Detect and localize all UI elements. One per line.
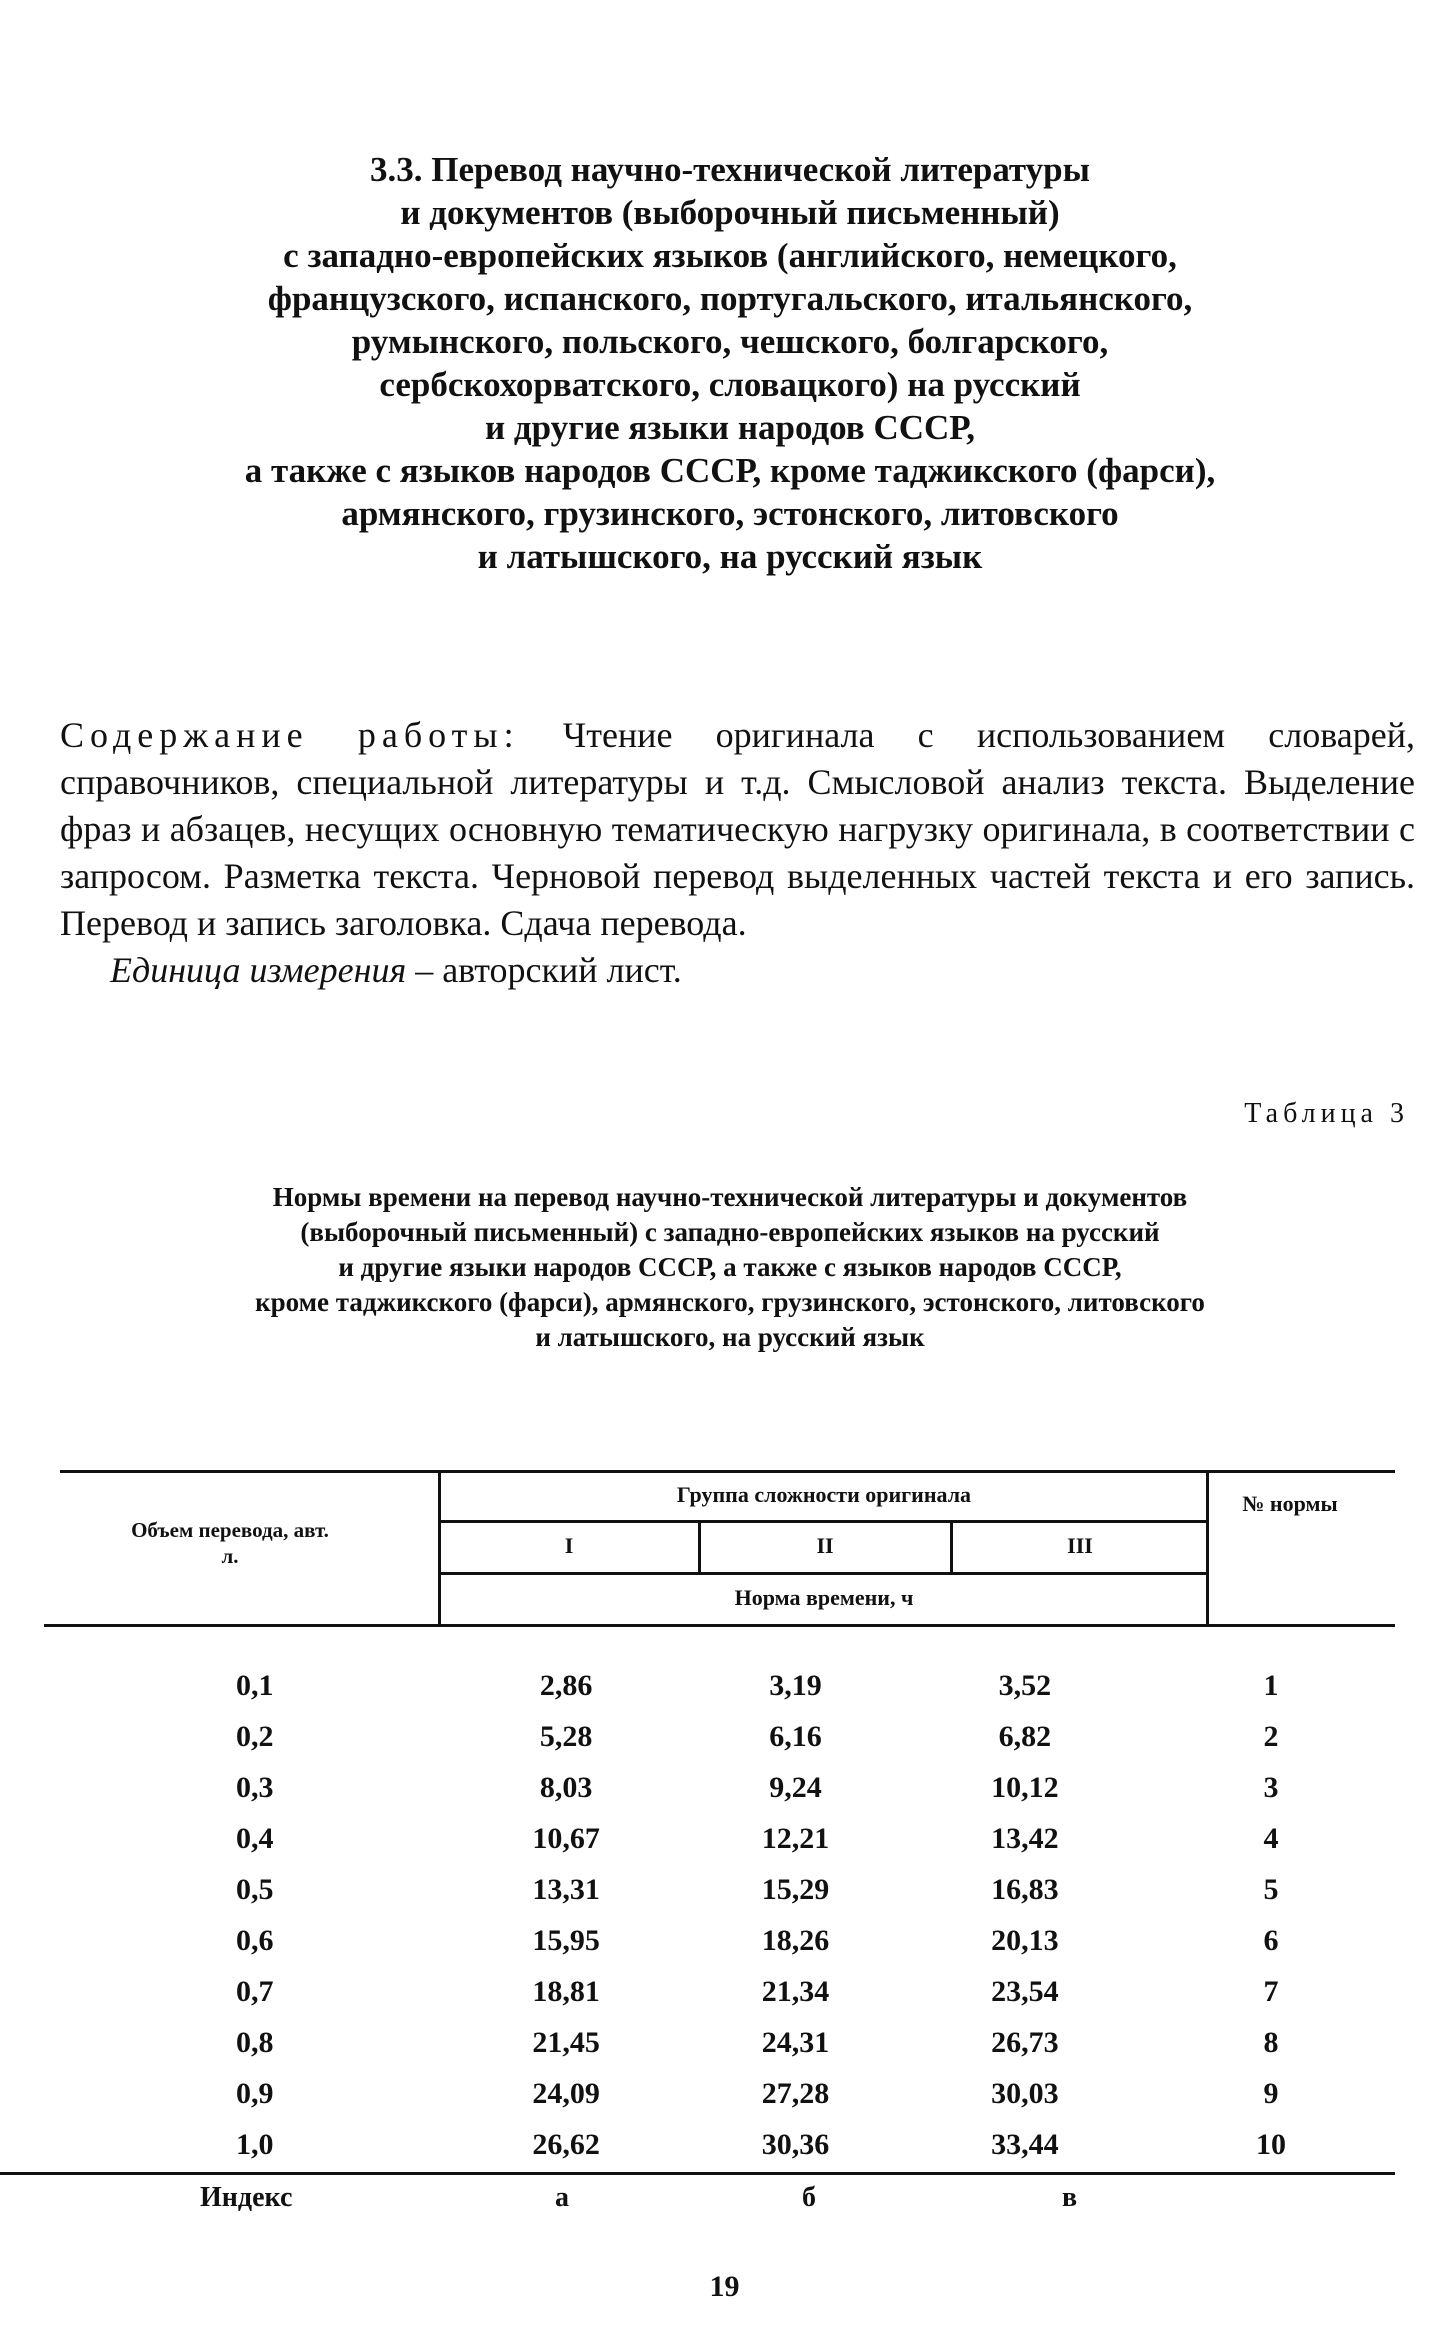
group-iii-cell: 10,12 [991,1770,1059,1804]
volume-cell: 0,6 [236,1923,274,1957]
title-line: сербскохорватского, словацкого) на русский [379,365,1081,404]
caption-line: кроме таджикского (фарси), армянского, грузинского, эстонского, литовского [255,1287,1205,1317]
table-row [60,2068,1400,2119]
table-label: Таблица 3 [1244,1098,1409,1129]
caption-line: Нормы времени на перевод научно-технической литературы и документов [272,1182,1188,1212]
header-volume: Объем перевода, авт. л. [131,1518,329,1568]
volume-cell: 0,5 [236,1872,274,1906]
work-content-text: Чтение оригинала с использованием словарей, справочников, специальной литературы и т.д. Смысловой анализ текста. Выделение фраз и абзацев, несущих основную тематическую нагрузку оригинала, в соответствии с запросом. Разметка текста. Черновой перевод выделенных частей текста и его запись. Перевод и запись заголовка. Сдача перевода. [60,715,1415,943]
norm-number-cell: 5 [1263,1872,1279,1906]
norm-number-cell: 4 [1263,1821,1279,1855]
unit-value: – авторский лист. [415,950,682,990]
group-iii-cell: 33,44 [991,2127,1059,2161]
norm-number-cell: 7 [1263,1974,1279,2008]
table-row [60,2017,1400,2068]
norm-number-cell: 1 [1263,1668,1279,1702]
group-ii-cell: 9,24 [769,1770,822,1804]
unit-line [60,947,1415,994]
caption-line: и другие языки народов СССР, а также с языков народов СССР, [338,1252,1122,1282]
header-group: Группа сложности оригинала [676,1482,972,1507]
table-row [60,1711,1400,1762]
norm-number-cell: 6 [1263,1923,1279,1957]
volume-cell: 0,8 [236,2025,274,2059]
table-row [60,1660,1400,1711]
group-iii-cell: 13,42 [991,1821,1059,1855]
page-number: 19 [709,2270,740,2303]
caption-line: (выборочный письменный) с западно-европейских языков на русский [300,1217,1160,1247]
group-ii-cell: 12,21 [761,1821,830,1855]
group-i-cell: 5,28 [539,1719,593,1753]
group-ii-cell: 21,34 [761,1974,830,2008]
table-caption [140,1180,1320,1355]
group-i-cell: 18,81 [532,1974,600,2008]
group-i-cell: 8,03 [539,1770,593,1804]
group-ii-cell: 3,19 [769,1668,822,1702]
header-group-iii: III [1067,1533,1093,1558]
header-norm-number: № нормы [1242,1491,1338,1516]
table-bottom-rule [0,2172,1395,2175]
group-i-cell: 26,62 [532,2127,600,2161]
title-line: с западно-европейских языков (английского, немецкого, [283,236,1177,275]
title-line: армянского, грузинского, эстонского, литовского [341,494,1119,533]
title-line: а также с языков народов СССР, кроме таджикского (фарси), [244,451,1216,490]
group-ii-cell: 15,29 [761,1872,830,1906]
title-line: и другие языки народов СССР, [484,408,976,447]
volume-cell: 1,0 [236,2127,274,2161]
group-i-cell: 10,67 [532,1821,600,1855]
group-i-cell: 2,86 [539,1668,593,1702]
group-iii-cell: 3,52 [998,1668,1052,1702]
volume-cell: 0,7 [236,1974,274,2008]
title-line: французского, испанского, португальского, итальянского, [267,279,1193,318]
group-ii-cell: 24,31 [761,2025,830,2059]
group-iii-cell: 30,03 [991,2076,1059,2110]
group-ii-cell: 18,26 [761,1923,830,1957]
volume-cell: 0,2 [236,1719,274,1753]
group-i-cell: 13,31 [532,1872,600,1906]
work-content-label: Содержание работы: [60,715,520,755]
group-iii-cell: 23,54 [991,1974,1059,2008]
index-label: Индекс [200,2182,293,2213]
section-title [150,148,1310,578]
table-row [60,1864,1400,1915]
norm-number-cell: 8 [1263,2025,1279,2059]
title-line: румынского, польского, чешского, болгарского, [351,322,1109,361]
table-row [60,1762,1400,1813]
index-c: в [1062,2182,1078,2213]
group-ii-cell: 6,16 [769,1719,822,1753]
norm-number-cell: 9 [1263,2076,1279,2110]
work-description [60,712,1415,994]
group-i-cell: 15,95 [532,1923,600,1957]
caption-line: и латышского, на русский язык [535,1322,925,1352]
group-ii-cell: 30,36 [761,2127,830,2161]
title-line: и латышского, на русский язык [477,537,983,576]
group-ii-cell: 27,28 [761,2076,830,2110]
group-subrule [440,1520,1208,1523]
volume-cell: 0,4 [236,1821,274,1855]
title-line: 3.3. Перевод научно-технической литературы [370,150,1090,189]
time-subrule [440,1572,1208,1575]
header-group-i: I [564,1533,574,1558]
norm-number-cell: 2 [1263,1719,1279,1753]
title-line: и документов (выборочный письменный) [400,193,1060,232]
table-row [60,1915,1400,1966]
header-group-ii: II [816,1533,834,1558]
volume-cell: 0,9 [236,2076,274,2110]
header-time-norm: Норма времени, ч [734,1585,914,1610]
volume-cell: 0,1 [236,1668,274,1702]
group-iii-cell: 16,83 [991,1872,1059,1906]
group-i-cell: 24,09 [532,2076,600,2110]
norms-table [60,1660,1400,2170]
norm-number-cell: 10 [1255,2127,1286,2161]
index-a: а [555,2182,569,2213]
table-top-rule [60,1470,1395,1473]
unit-label: Единица измерения [110,950,407,990]
table-row [60,2119,1400,2170]
volume-cell: 0,3 [236,1770,274,1804]
group-iii-cell: 26,73 [991,2025,1059,2059]
group-iii-cell: 6,82 [998,1719,1052,1753]
table-row [60,1966,1400,2017]
index-b: б [802,2182,816,2213]
norm-number-cell: 3 [1263,1770,1279,1804]
header-bottom-rule [44,1624,1395,1627]
group-i-cell: 21,45 [532,2025,600,2059]
group-iii-cell: 20,13 [991,1923,1059,1957]
table-row [60,1813,1400,1864]
